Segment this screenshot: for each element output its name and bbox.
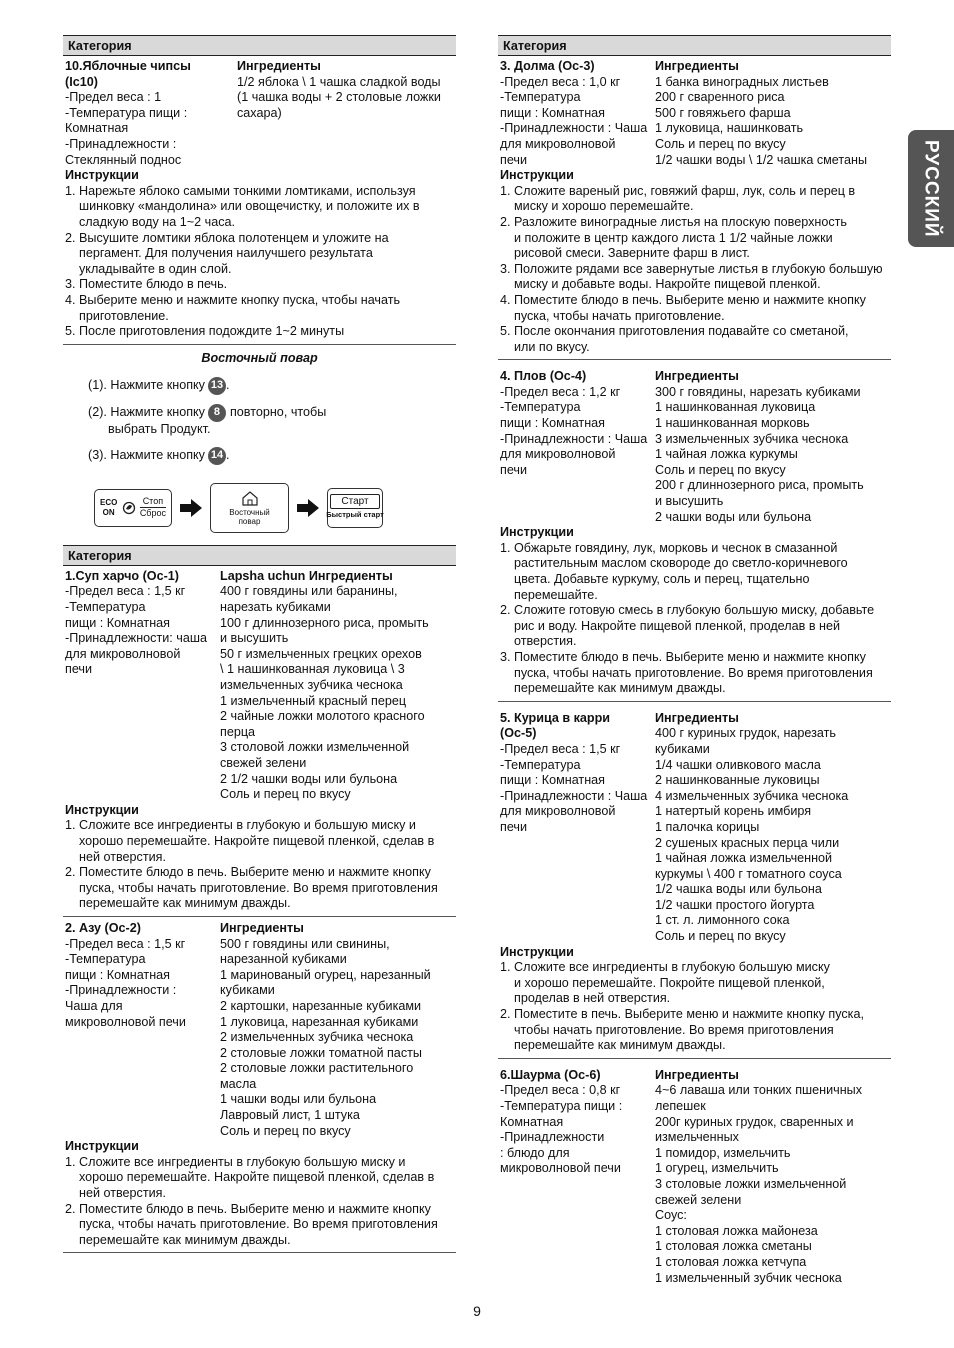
- param-line: Комнатная: [65, 121, 129, 136]
- instruction-step: 2. Поместите блюдо в печь. Выберите меню и нажмите кнопку пуска, чтобы начать приготовление. Во время приготовления перемешайте как минимум дважды.: [65, 865, 438, 911]
- recipe-dolma: [498, 59, 891, 360]
- param-line: -Принадлежности :: [65, 136, 177, 151]
- instructions-title: Инструкции: [500, 168, 574, 183]
- instructions-list: [63, 184, 456, 340]
- param-line: -Принадлежности: [500, 1130, 605, 1145]
- param-line: -Предел веса : 1,5 кг: [500, 741, 621, 756]
- instructions-list: [498, 541, 891, 697]
- instruction-step: 2. Поместите блюдо в печь. Выберите меню и нажмите кнопку пуска, чтобы начать приготовление. Во время приготовления перемешайте как минимум дважды.: [65, 1201, 438, 1247]
- ingredient-line: 2 столовые ложки растительного: [220, 1061, 414, 1076]
- ingredient-line: 300 г говядины, нарезать кубиками: [655, 384, 861, 399]
- ingredient-line: 1 столовая ложка майонеза: [655, 1223, 818, 1238]
- instruction-step: 1. Сложите вареный рис, говяжий фарш, лук, соль и перец в миску и хорошо перемешайте.: [500, 183, 856, 214]
- recipe-azu: [63, 917, 456, 1253]
- ingredient-line: 1/2 чашки простого йогурта: [655, 897, 815, 912]
- param-line: Комнатная: [500, 1114, 564, 1129]
- ingredient-line: 200 г длиннозерного риса, промыть: [655, 478, 864, 493]
- param-line: -Предел веса : 1: [65, 90, 162, 105]
- param-line: -Принадлежности : Чаша: [500, 431, 648, 446]
- param-line: -Принадлежности : Чаша: [500, 788, 648, 803]
- param-line: -Предел веса : 1,5 кг: [65, 936, 186, 951]
- ingredient-line: 2 чайные ложки молотого красного: [220, 709, 425, 724]
- ingredient-line: 2 нашинкованные луковицы: [655, 773, 820, 788]
- button-number-badge: 8: [208, 404, 226, 422]
- instruction-step: 2. Поместите в печь. Выберите меню и нажмите кнопку пуска, чтобы начать приготовление. Во время приготовления перемешайте как минимум дважды.: [500, 1007, 864, 1053]
- ingredient-line: 1 маринованый огурец, нарезанный: [220, 967, 431, 982]
- ingredient-line: 2 столовые ложки томатной пасты: [220, 1045, 422, 1060]
- ingredient-line: куркумы \ 400 г томатного соуса: [655, 866, 842, 881]
- ingredient-line: 1 помидор, измельчить: [655, 1145, 791, 1160]
- ingredient-line: измельченных зубчика чеснока: [220, 678, 403, 693]
- ingredient-line: 1/2 яблока \ 1 чашка сладкой воды: [237, 74, 441, 89]
- button-sequence: [94, 483, 456, 533]
- instruction-step: 3. Поместите блюдо в печь.: [65, 277, 228, 292]
- ingredient-line: 1 банка виноградных листьев: [655, 74, 829, 89]
- param-line: -Температура: [500, 90, 581, 105]
- instruction-step: 2. Высушите ломтики яблока полотенцем и уложите на пергамент. Для получения наилучшего результата укладывайте в один слой.: [65, 230, 389, 276]
- ingredients-title: Ингредиенты: [237, 59, 321, 73]
- ingredient-line: 2 1/2 чашки воды или бульона: [220, 771, 398, 786]
- param-line: : блюдо для: [500, 1145, 570, 1160]
- param-line: пищи : Комнатная: [500, 773, 605, 788]
- ingredient-line: и высушить: [220, 631, 289, 646]
- ingredient-line: 500 г говяжьего фарша: [655, 105, 791, 120]
- ingredient-line: 1 огурец, измельчить: [655, 1161, 779, 1176]
- recipe-title: 6.Шаурма (Oc-6): [500, 1067, 601, 1082]
- param-line: -Температура: [500, 400, 581, 415]
- ingredient-line: 1 ст. л. лимонного сока: [655, 913, 790, 928]
- eastern-cook-section: [63, 351, 456, 533]
- ingredient-line: 2 картошки, нарезанные кубиками: [220, 998, 422, 1013]
- ingredient-line: 2 измельченных зубчика чеснока: [220, 1030, 414, 1045]
- category-header: Категория: [63, 35, 456, 56]
- ingredient-line: 1 измельченный красный перец: [220, 693, 407, 708]
- param-line: для микроволновой: [500, 804, 616, 819]
- ingredients-title: Lapsha uchun Ингредиенты: [220, 568, 393, 583]
- language-tab-label: РУССКИЙ: [920, 139, 942, 238]
- param-line: -Температура: [65, 600, 146, 615]
- instructions-list: [63, 818, 456, 912]
- ingredient-line: 1/4 чашки оливкового масла: [655, 757, 821, 772]
- param-line: печи: [500, 462, 528, 477]
- param-line: печи: [65, 662, 93, 677]
- instruction-step: 1. Сложите все ингредиенты в глубокую большую миску и хорошо перемешайте. Покройте пищевой пленкой, проделав в ней отверстия.: [500, 960, 830, 1006]
- ingredient-line: нарезанной кубиками: [220, 952, 347, 967]
- ingredient-line: Соль и перец по вкусу: [220, 787, 351, 802]
- instructions-list: [63, 1155, 456, 1249]
- ingredient-line: Соус:: [655, 1208, 687, 1223]
- instruction-step: 1. Обжарьте говядину, лук, морковь и чеснок в смазанной растительным маслом сковороде до светло-коричневого цвета. Добавьте куркуму, соль и перец, тщательно перемешайте.: [500, 540, 848, 602]
- ingredient-line: масла: [220, 1076, 257, 1091]
- recipe-curry: [498, 702, 891, 1059]
- instructions-list: [498, 960, 891, 1054]
- recipe-code: (Oc-5): [500, 726, 537, 741]
- param-line: -Температура пищи :: [65, 105, 188, 120]
- ingredient-line: 2 чашки воды или бульона: [655, 509, 812, 524]
- eastern-step-3: (3). Нажмите кнопку 14 .: [88, 447, 456, 465]
- param-line: микроволновой печи: [500, 1161, 621, 1176]
- param-line: -Температура: [500, 757, 581, 772]
- param-line: пищи : Комнатная: [65, 967, 170, 982]
- ingredient-line: свежей зелени: [655, 1192, 742, 1207]
- ingredient-line: и высушить: [655, 494, 724, 509]
- right-column: [498, 35, 891, 1286]
- instruction-step: 2. Сложите готовую смесь в глубокую большую миску, добавьте рис и воду. Накройте пищевой пленкой, проделав в ней отверстия.: [500, 603, 875, 649]
- ingredients-title: Ингредиенты: [655, 710, 739, 725]
- ingredient-line: 1 натертый корень имбиря: [655, 804, 812, 819]
- eastern-cook-title: Восточный повар: [201, 350, 318, 365]
- recipe-kharcho: [63, 569, 456, 917]
- ingredient-line: кубиками: [220, 983, 275, 998]
- ingredient-line: 1 луковица, нарезанная кубиками: [220, 1014, 419, 1029]
- param-line: для микроволновой: [65, 646, 181, 661]
- instructions-list: [498, 184, 891, 356]
- param-line: для микроволновой: [500, 447, 616, 462]
- ingredient-line: 4~6 лаваша или тонких пшеничных: [655, 1083, 862, 1098]
- instruction-step: 5. После окончания приготовления подавайте со сметаной, или по вкусу.: [500, 324, 849, 354]
- eco-leaf-icon: [122, 501, 136, 515]
- recipe-apple-chips: [63, 59, 456, 345]
- instructions-title: Инструкции: [500, 525, 574, 540]
- button-number-badge: 13: [208, 377, 226, 395]
- ingredient-line: 3 столовой ложки измельченной: [220, 740, 410, 755]
- ingredient-line: 1 нашинкованная морковь: [655, 416, 810, 431]
- eco-stop-button[interactable]: ECO ON Стоп Сброс: [94, 489, 172, 527]
- ingredient-line: кубиками: [655, 741, 710, 756]
- ingredients-title: Ингредиенты: [220, 920, 304, 935]
- recipe-title: 4. Плов (Oc-4): [500, 369, 587, 384]
- arrow-right-icon: [180, 499, 202, 517]
- ingredient-line: нарезать кубиками: [220, 600, 331, 615]
- ingredient-line: 2 сушеных красных перца чили: [655, 835, 840, 850]
- instructions-title: Инструкции: [65, 1139, 139, 1154]
- param-line: -Принадлежности: чаша: [65, 631, 207, 646]
- ingredient-line: 200г куриных грудок, сваренных и: [655, 1114, 854, 1129]
- instruction-step: 5. После приготовления подождите 1~2 минуты: [65, 324, 345, 339]
- ingredient-line: измельченных: [655, 1130, 739, 1145]
- ingredient-line: Соль и перец по вкусу: [655, 929, 786, 944]
- ingredient-line: 3 столовые ложки измельченной: [655, 1176, 847, 1191]
- recipe-shawarma: [498, 1059, 891, 1286]
- ingredient-line: Лавровый лист, 1 штука: [220, 1108, 360, 1123]
- ingredient-line: 1 нашинкованная луковица: [655, 400, 816, 415]
- ingredient-line: Соль и перец по вкусу: [655, 462, 786, 477]
- recipe-title: 5. Курица в карри: [500, 710, 611, 725]
- left-column: [63, 35, 456, 1253]
- ingredient-line: 1 чайная ложка куркумы: [655, 447, 798, 462]
- instruction-step: 3. Положите рядами все завернутые листья в глубокую большую миску и добавьте воды. Накройте пищевой пленкой.: [500, 261, 883, 292]
- param-line: Стеклянный поднос: [65, 152, 182, 167]
- param-line: -Предел веса : 1,5 кг: [65, 584, 186, 599]
- ingredient-line: перца: [220, 724, 256, 739]
- param-line: -Предел веса : 1,0 кг: [500, 74, 621, 89]
- instruction-step: 4. Выберите меню и нажмите кнопку пуска, чтобы начать приготовление.: [65, 292, 401, 323]
- instruction-step: 3. Поместите блюдо в печь. Выберите меню и нажмите кнопку пуска, чтобы начать приготовление. Во время приготовления перемешайте как минимум дважды.: [500, 649, 873, 696]
- param-line: -Температура: [65, 952, 146, 967]
- category-header: Категория: [63, 545, 456, 566]
- instructions-title: Инструкции: [65, 802, 139, 817]
- ingredient-line: 1 измельченный зубчик чеснока: [655, 1270, 842, 1285]
- instruction-step: 1. Нарежьте яблоко самыми тонкими ломтиками, используя шинковку «мандолина» или овощечистку, и положите их в сладкую воду на 1~2 часа.: [65, 183, 420, 229]
- ingredient-line: Соль и перец по вкусу: [655, 136, 786, 151]
- recipe-title: 3. Долма (Oc-3): [500, 59, 595, 73]
- eastern-cook-button[interactable]: Восточный повар: [210, 483, 289, 533]
- param-line: пищи : Комнатная: [500, 416, 605, 431]
- param-line: для микроволновой: [500, 136, 616, 151]
- param-line: -Предел веса : 0,8 кг: [500, 1083, 621, 1098]
- ingredient-line: 1/2 чашки воды \ 1/2 чашка сметаны: [655, 152, 868, 167]
- recipe-title: 10.Яблочные чипсы: [65, 59, 191, 73]
- ingredient-line: 1 палочка корицы: [655, 819, 760, 834]
- ingredient-line: 1 столовая ложка кетчупа: [655, 1254, 807, 1269]
- instructions-title: Инструкции: [500, 944, 574, 959]
- param-line: печи: [500, 819, 528, 834]
- language-tab: [908, 130, 954, 247]
- instruction-step: 4. Поместите блюдо в печь. Выберите меню и нажмите кнопку пуска, чтобы начать приготовление.: [500, 292, 866, 323]
- button-number-badge: 14: [208, 447, 226, 465]
- recipe-code: (Ic10): [65, 74, 98, 89]
- param-line: -Предел веса : 1,2 кг: [500, 384, 621, 399]
- ingredient-line: лепешек: [655, 1099, 706, 1113]
- start-button[interactable]: Старт Быстрый старт: [327, 488, 383, 528]
- recipe-title: 1.Суп харчо (Oc-1): [65, 568, 179, 583]
- ingredient-line: Соль и перец по вкусу: [220, 1123, 351, 1138]
- house-icon: [241, 490, 259, 506]
- param-line: микроволновой печи: [65, 1014, 186, 1029]
- ingredient-line: (1 чашка воды + 2 столовые ложки: [237, 90, 441, 105]
- ingredient-line: 200 г сваренного риса: [655, 90, 785, 105]
- eastern-step-2: (2). Нажмите кнопку 8 повторно, чтобы выбрать Продукт.: [88, 405, 327, 437]
- ingredient-line: 100 г длиннозерного риса, промыть: [220, 615, 429, 630]
- eastern-step-1: (1). Нажмите кнопку 13 .: [88, 377, 456, 395]
- param-line: пищи : Комнатная: [500, 105, 605, 120]
- ingredient-line: 400 г куриных грудок, нарезать: [655, 726, 836, 741]
- ingredient-line: 50 г измельченных грецких орехов: [220, 646, 422, 661]
- ingredients-title: Ингредиенты: [655, 59, 739, 73]
- ingredient-line: \ 1 нашинкованная луковица \ 3: [220, 662, 405, 677]
- instruction-step: 2. Разложите виноградные листья на плоскую поверхность и положите в центр каждого листа 1 1/2 чайные ложки рисовой смеси. Заверните фарш в лист.: [500, 214, 847, 261]
- param-line: печи: [500, 152, 528, 167]
- ingredient-line: свежей зелени: [220, 756, 307, 770]
- param-line: -Принадлежности : Чаша: [500, 121, 648, 136]
- ingredient-line: 1 чайная ложка измельченной: [655, 851, 833, 866]
- category-header: Категория: [498, 35, 891, 56]
- ingredient-line: 500 г говядины или свинины,: [220, 936, 390, 951]
- ingredient-line: 1 столовая ложка сметаны: [655, 1239, 812, 1254]
- page-number: 9: [473, 1303, 481, 1319]
- ingredient-line: сахара): [237, 105, 282, 120]
- recipe-plov: [498, 360, 891, 701]
- ingredients-title: Ингредиенты: [655, 1067, 739, 1082]
- ingredient-line: 4 измельченных зубчика чеснока: [655, 788, 849, 803]
- param-line: пищи : Комнатная: [65, 615, 170, 630]
- param-line: Чаша для: [65, 998, 123, 1013]
- instruction-step: 1. Сложите все ингредиенты в глубокую большую миску и хорошо перемешайте. Накройте пищевой пленкой, сделав в ней отверстия.: [65, 1154, 435, 1201]
- ingredient-line: 3 измельченных зубчика чеснока: [655, 431, 849, 446]
- recipe-title: 2. Азу (Oc-2): [65, 920, 141, 935]
- arrow-right-icon: [297, 499, 319, 517]
- param-line: -Принадлежности :: [65, 983, 177, 998]
- ingredient-line: 400 г говядины или баранины,: [220, 584, 398, 599]
- ingredients-title: Ингредиенты: [655, 369, 739, 384]
- ingredient-line: 1/2 чашка воды или бульона: [655, 882, 822, 897]
- instructions-title: Инструкции: [65, 168, 139, 183]
- ingredient-line: 1 чашки воды или бульона: [220, 1092, 377, 1107]
- instruction-step: 1. Сложите все ингредиенты в глубокую и большую миску и хорошо перемешайте. Накройте пищевой пленкой, сделав в ней отверстия.: [65, 818, 435, 864]
- ingredient-line: 1 луковица, нашинковать: [655, 121, 804, 136]
- param-line: -Температура пищи :: [500, 1099, 623, 1113]
